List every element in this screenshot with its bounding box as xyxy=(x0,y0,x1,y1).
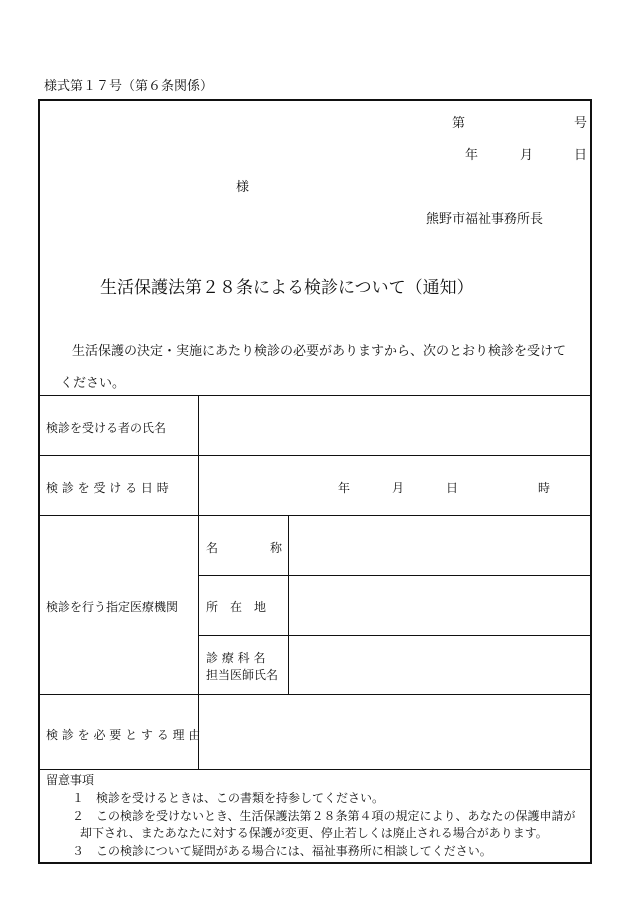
table-top-rule xyxy=(40,395,590,396)
institution-address-label: 所 在 地 xyxy=(206,600,267,614)
exam-year: 年 xyxy=(338,481,351,495)
reason-label: 検 診 を 必 要 と す る 理 由 xyxy=(46,728,201,742)
label-column-rule xyxy=(198,395,199,769)
document-number-prefix: 第 xyxy=(452,116,466,131)
note-item-3: ３ この検診について疑問がある場合には、福祉事務所に相談してください。 xyxy=(72,844,492,858)
table-bottom-rule xyxy=(40,769,590,770)
exam-datetime-label: 検 診 を 受 け る 日 時 xyxy=(46,481,169,495)
row-rule-3 xyxy=(198,575,590,576)
document-title: 生活保護法第２８条による検診について（通知） xyxy=(100,278,474,298)
note-item-1: １ 検診を受けるときは、この書類を持参してください。 xyxy=(72,791,385,805)
sublabel-column-rule xyxy=(288,515,289,694)
institution-name-label-end: 称 xyxy=(270,541,283,555)
row-rule-1 xyxy=(40,455,590,456)
department-label: 診 療 科 名 xyxy=(206,651,266,665)
examinee-name-label: 検診を受ける者の氏名 xyxy=(46,421,167,435)
row-rule-4 xyxy=(198,635,590,636)
notes-heading: 留意事項 xyxy=(46,773,95,787)
exam-month: 月 xyxy=(392,481,405,495)
issuer-name: 熊野市福祉事務所長 xyxy=(426,212,544,227)
row-rule-2 xyxy=(40,515,590,516)
recipient-suffix: 様 xyxy=(236,180,250,195)
date-day: 日 xyxy=(574,148,588,163)
institution-label: 検診を行う指定医療機関 xyxy=(46,600,179,614)
body-line-2: ください。 xyxy=(60,376,126,391)
body-line-1: 生活保護の決定・実施にあたり検診の必要がありますから、次のとおり検診を受けて xyxy=(72,344,567,359)
doctor-name-label: 担当医師氏名 xyxy=(206,668,279,682)
exam-day: 日 xyxy=(446,481,459,495)
form-number: 様式第１７号（第６条関係） xyxy=(44,79,214,94)
document-number-suffix: 号 xyxy=(574,116,588,131)
note-item-2-line-1: ２ この検診を受けないとき、生活保護法第２８条第４項の規定により、あなたの保護申請が xyxy=(72,809,576,823)
exam-hour: 時 xyxy=(538,481,551,495)
row-rule-5 xyxy=(40,694,590,695)
institution-name-label-start: 名 xyxy=(206,541,219,555)
notice-form xyxy=(38,99,592,864)
date-month: 月 xyxy=(520,148,534,163)
note-item-2-line-2: 却下され、またあなたに対する保護が変更、停止若しくは廃止される場合があります。 xyxy=(80,826,548,840)
date-year: 年 xyxy=(465,148,479,163)
